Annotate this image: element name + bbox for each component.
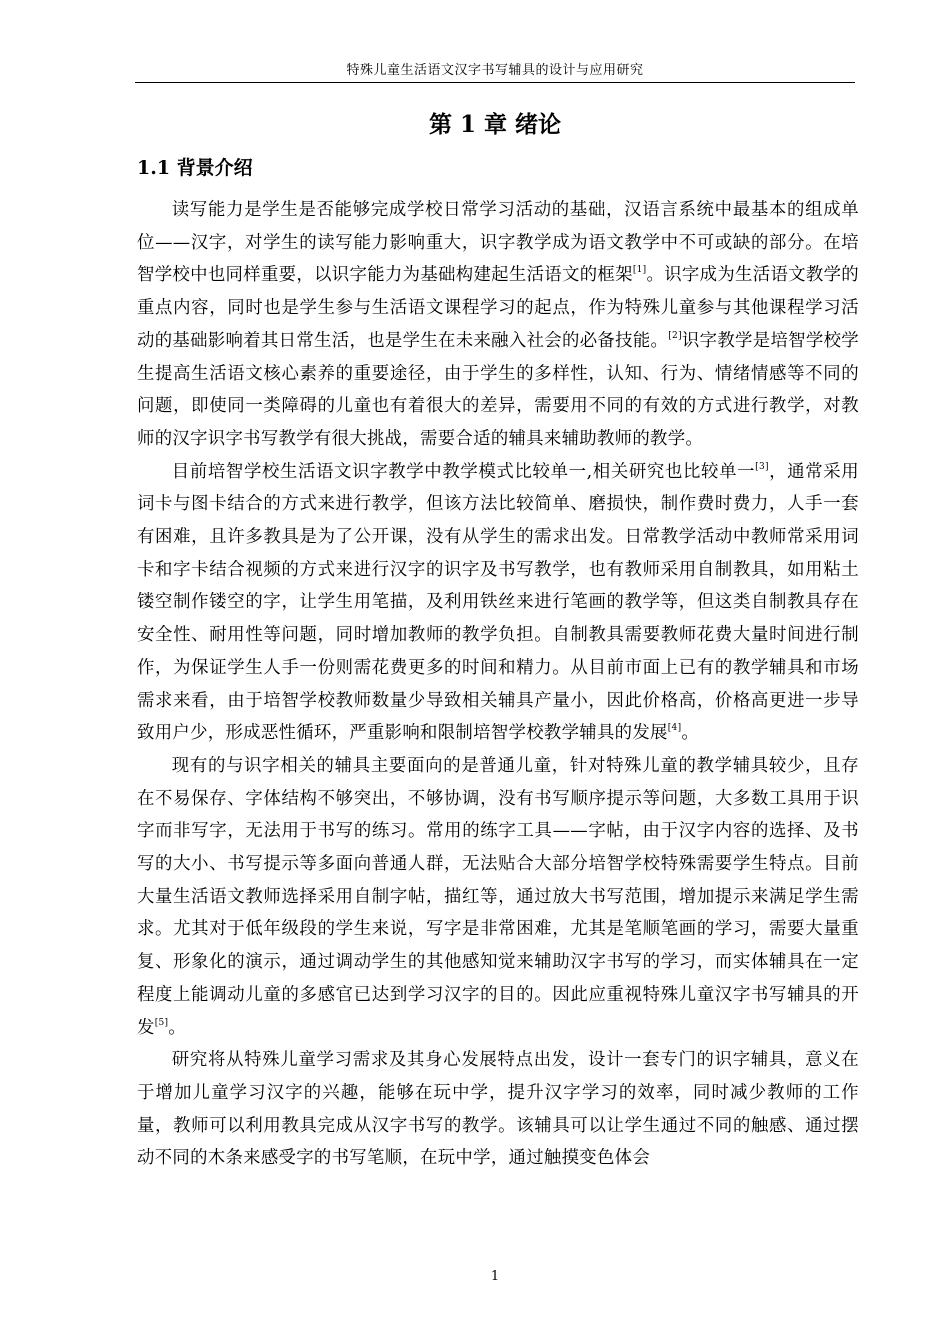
citation-3: [3] [755,461,769,472]
page-number: 1 [490,1269,500,1284]
citation-2: [2] [668,330,682,341]
paragraph-text: 目前培智学校生活语文识字教学中教学模式比较单一,相关研究也比较单一 [171,461,756,482]
paragraph-text: 识字教学是培智学校学生提高生活语文核心素养的重要途径，由于学生的多样性，认知、行为、情绪情感等不同的问题，即使同一类障碍的儿童也有着很大的差异，需要用不同的有效的方式进行教学，对教师的汉字识字书写教学有很大挑战，需要合适的辅具来辅助教师的教学。 [137,330,859,449]
paragraph-text: 。识字成为生活语文教学的重点内容，同时也是学生参与生活语文课程学习的起点，作为特殊儿童参与其他课程学习活动的基础影响着其日常生活，也是学生在未来融入社会的必备技能。 [137,265,859,351]
section-title: 1.1 背景介绍 [137,157,253,179]
chapter-title: 第 1 章 绪论 [428,111,562,138]
paragraph-3 [137,750,859,1044]
running-header: 特殊儿童生活语文汉字书写辅具的设计与应用研究 [346,63,644,78]
paragraph-text: 。 [168,1017,187,1038]
paragraph-text: 研究将从特殊儿童学习需求及其身心发展特点出发，设计一套专门的识字辅具，意义在于增加儿童学习汉字的兴趣，能够在玩中学，提升汉字学习的效率，同时减少教师的工作量，教师可以利用教具完成从汉字书写的教学。该辅具可以让学生通过不同的触感、通过摆动不同的木条来感受字的书写笔顺，在玩中学，通过触摸变色体会 [137,1050,859,1169]
paragraph-text: 现有的与识字相关的辅具主要面向的是普通儿童，针对特殊儿童的教学辅具较少，且存在不易保存、字体结构不够突出，不够协调，没有书写顺序提示等问题，大多数工具用于识字而非写字，无法用于书写的练习。常用的练字工具——字帖，由于汉字内容的选择、及书写的大小、书写提示等多面向普通人群，无法贴合大部分培智学校特殊需要学生特点。目前大量生活语文教师选择采用自制字帖，描红等，通过放大书写范围，增加提示来满足学生需求。尤其对于低年级段的学生来说，写字是非常困难，尤其是笔顺笔画的学习，需要大量重复、形象化的演示，通过调动学生的其他感知觉来辅助汉字书写的学习，而实体辅具在一定程度上能调动儿童的多感官已达到学习汉字的目的。因此应重视特殊儿童汉字书写辅具的开发 [137,755,859,1038]
citation-4: [4] [667,723,682,734]
paragraph-1 [137,194,859,456]
paragraph-text: 读写能力是学生是否能够完成学校日常学习活动的基础，汉语言系统中最基本的组成单位——汉字，对学生的读写能力影响重大，识字教学成为语文教学中不可或缺的部分。在培智学校中也同样重要，以识字能力为基础构建起生活语文的框架 [137,200,859,286]
paragraph-text: ，通常采用词卡与图卡结合的方式来进行教学，但该方法比较简单、磨损快，制作费时费力，人手一套有困难，且许多教具是为了公开课，没有从学生的需求出发。日常教学活动中教师常采用词卡和字卡结合视频的方式来进行汉字的识字及书写教学，也有教师采用自制教具，如用粘土镂空制作镂空的字，让学生用笔描，及利用铁丝来进行笔画的教学等，但这类自制教具存在安全性、耐用性等问题，同时增加教师的教学负担。自制教具需要教师花费大量时间进行制作，为保证学生人手一份则需花费更多的时间和精力。从目前市面上已有的教学辅具和市场需求来看，由于培智学校教师数量少导致相关辅具产量小，因此价格高，价格高更进一步导致用户少，形成恶性循环，严重影响和限制培智学校教学辅具的发展 [137,461,859,744]
body-text [137,194,859,1175]
header-rule [135,82,855,83]
paragraph-4 [137,1044,859,1175]
paragraph-text: 。 [681,723,700,744]
paragraph-2 [137,456,859,750]
citation-1: [1] [632,265,647,276]
citation-5: [5] [154,1017,169,1028]
